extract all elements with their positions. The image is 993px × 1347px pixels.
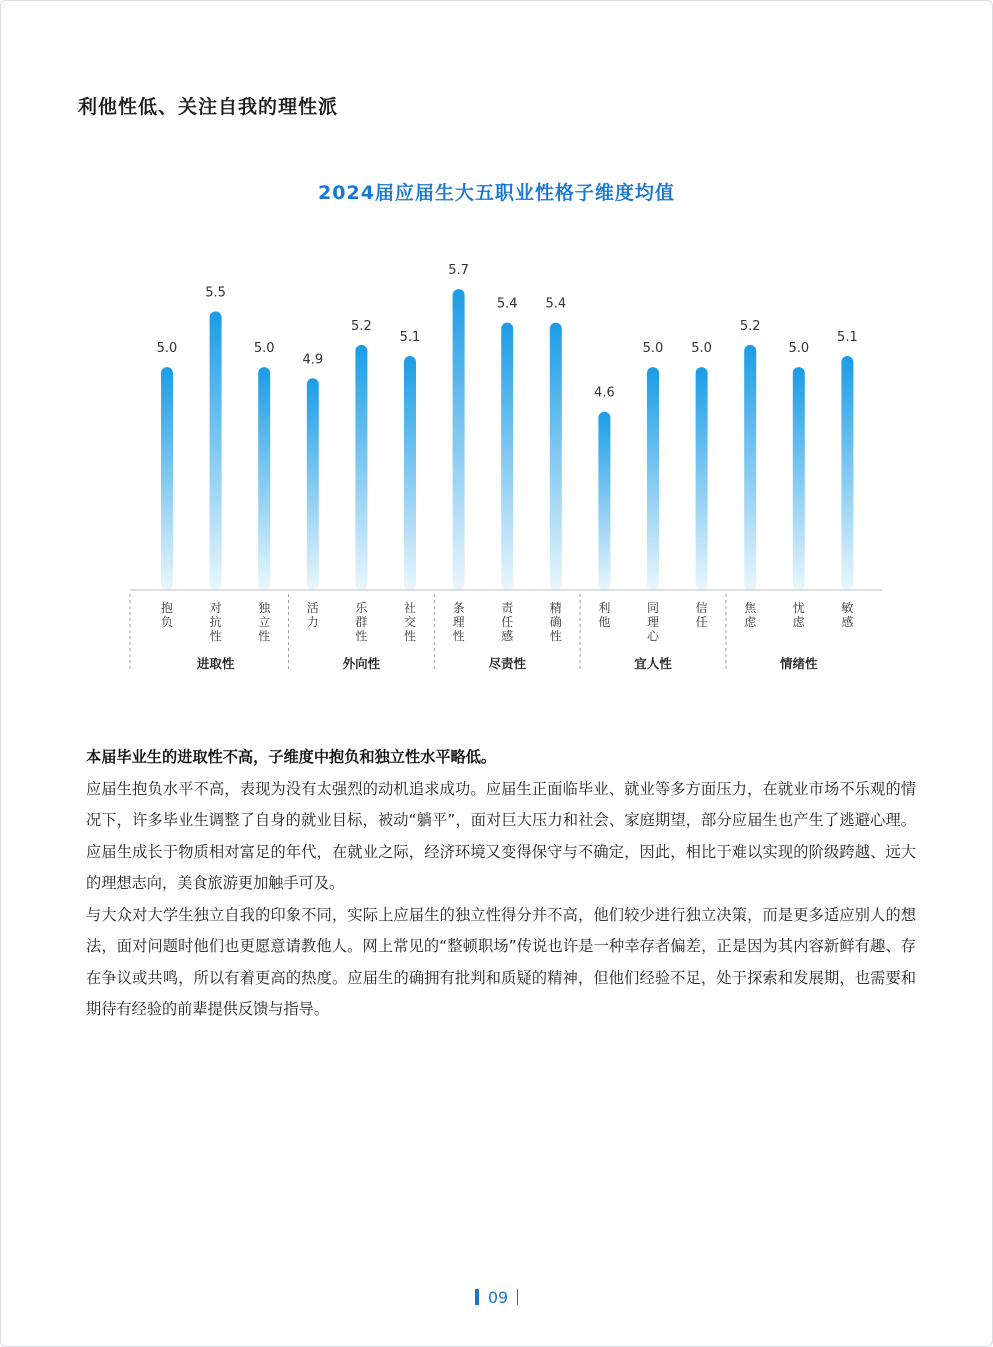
bar-条理性 [453,289,465,590]
body-lead: 本届毕业生的进取性不高，子维度中抱负和独立性水平略低。 [86,748,497,766]
value-label: 5.7 [448,263,469,279]
chart-title: 2024届应届生大五职业性格子维度均值 [318,182,675,204]
group-label: 情绪性 [780,656,818,671]
bar-chart [0,240,993,680]
category-label: 社交性 [403,601,417,643]
category-label: 焦虑 [744,601,757,629]
bar-抱负 [161,367,173,590]
bars-group [161,289,853,590]
value-label: 5.0 [691,341,712,357]
bar-同理心 [647,367,659,590]
category-label: 乐群性 [355,601,368,643]
category-label: 精确性 [549,601,562,643]
group-label: 外向性 [342,656,381,671]
value-label: 5.5 [205,285,226,301]
page-marker-left [475,1289,479,1305]
bar-乐群性 [355,345,367,590]
value-label: 5.0 [253,341,275,357]
category-label: 活力 [306,601,319,629]
category-label: 同理心 [646,601,660,643]
category-label: 对抗性 [209,601,222,643]
category-labels-group [161,600,853,643]
category-label: 条理性 [452,601,465,643]
value-label: 5.0 [156,341,178,357]
value-label: 5.2 [739,318,761,334]
page-number [0,1288,993,1307]
bar-活力 [307,378,319,590]
category-label: 责任感 [501,601,514,643]
value-label: 5.0 [788,341,810,357]
bar-精确性 [550,323,562,590]
bar-对抗性 [210,311,222,590]
bar-信任 [696,367,708,590]
bar-焦虑 [744,345,756,590]
group-labels-group [196,656,818,671]
value-label: 4.9 [302,352,324,368]
value-label: 5.0 [642,341,664,357]
bar-责任感 [501,323,513,590]
value-label: 5.2 [351,318,372,334]
value-label: 5.4 [496,296,518,312]
category-label: 抱负 [160,601,174,629]
value-label: 5.1 [399,330,421,345]
group-label: 进取性 [196,656,235,671]
category-label: 信任 [695,601,708,629]
value-label: 5.4 [545,296,567,312]
value-label: 5.1 [837,330,858,345]
group-label: 宜人性 [634,656,672,671]
body-paragraph-2: 与大众对大学生独立自我的印象不同，实际上应届生的独立性得分并不高，他们较少进行独立决策，而是更多适应别人的想法，面对问题时他们也更愿意请教他人。网上常见的“整顿职场”传说也许是一种幸存者偏差，正是因为其内容新鲜有趣、存在争议或共鸣，所以有着更高的热度。应届生的确拥有批判和质疑的精神，但他们经验不足，处于探索和发展期，也需要和期待有经验的前辈提供反馈与指导。 [86,905,916,1018]
page-number-text: 09 [487,1288,509,1307]
bar-忧虑 [793,367,805,590]
body-text [86,742,916,1026]
bar-利他 [598,412,610,590]
category-label: 独立性 [258,601,271,643]
bar-社交性 [404,356,416,590]
bar-独立性 [258,367,270,590]
page-marker-right [517,1289,518,1305]
category-label: 利他 [598,601,611,629]
category-label: 敏感 [841,601,854,629]
value-label: 4.6 [594,385,615,401]
body-paragraph-1: 应届生抱负水平不高，表现为没有太强烈的动机追求成功。应届生正面临毕业、就业等多方面压力，在就业市场不乐观的情况下，许多毕业生调整了自身的就业目标，被动“躺平”，面对巨大压力和社会、家庭期望，部分应届生也产生了逃避心理。应届生成长于物质相对富足的年代，在就业之际，经济环境又变得保守与不确定，因此，相比于难以实现的阶级跨越、远大的理想志向，美食旅游更加触手可及。 [86,779,916,892]
section-title: 利他性低、关注自我的理性派 [78,96,339,118]
group-label: 尽责性 [488,656,526,671]
bar-敏感 [841,356,853,590]
category-label: 忧虑 [792,601,805,629]
